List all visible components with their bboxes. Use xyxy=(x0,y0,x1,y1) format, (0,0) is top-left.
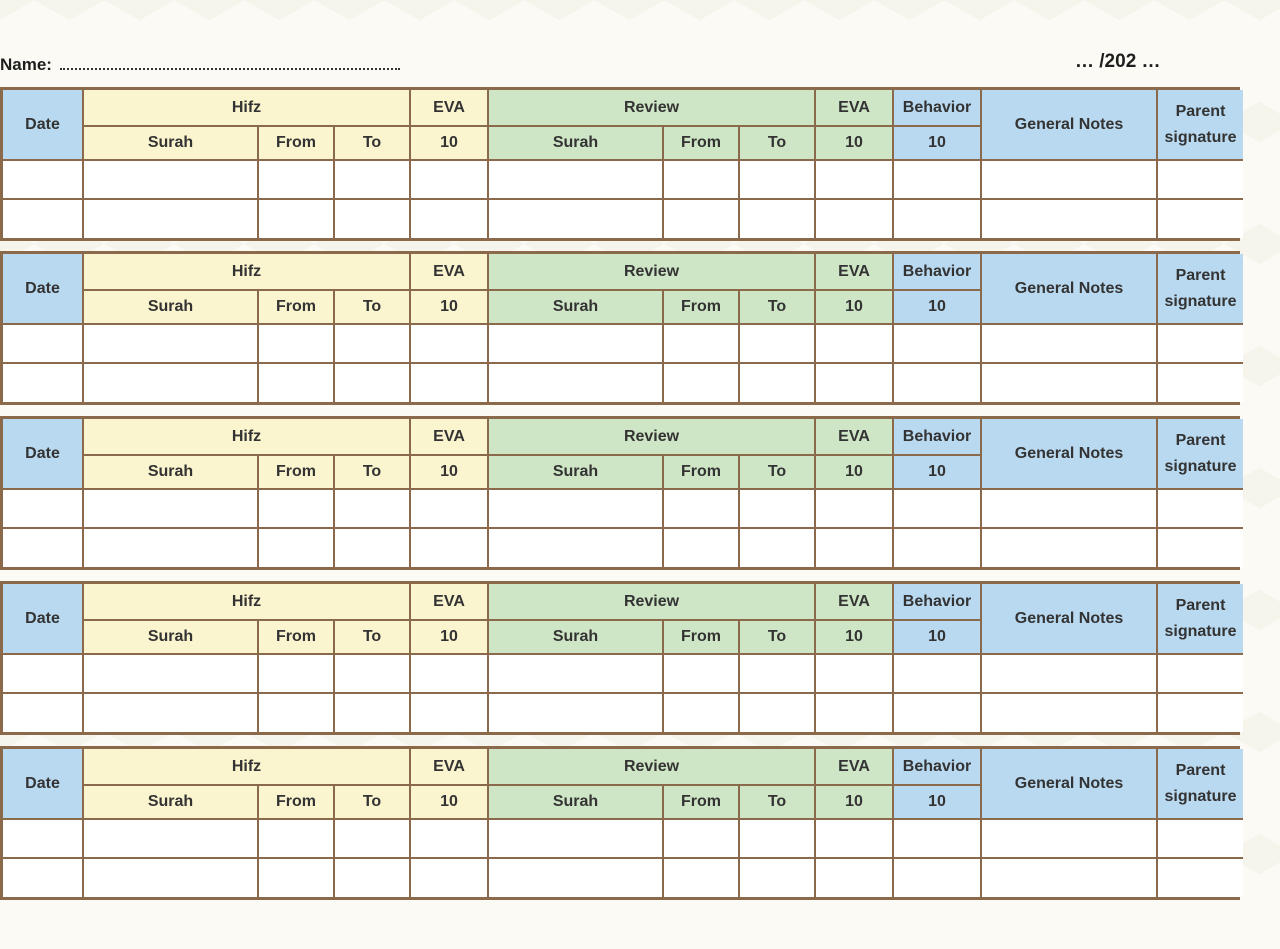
parent-signature-header xyxy=(1157,90,1243,160)
log-block xyxy=(0,581,1240,735)
log-block xyxy=(0,746,1240,900)
behavior-cell[interactable] xyxy=(893,654,981,693)
hifz-eva-header: EVA xyxy=(410,419,488,455)
parent-signature-cell[interactable] xyxy=(1157,654,1243,693)
hifz-surah-cell[interactable] xyxy=(83,324,258,363)
hifz-to-header: To xyxy=(334,785,410,819)
general-notes-cell[interactable] xyxy=(981,819,1157,858)
review-header: Review xyxy=(488,584,815,620)
parent-label: Parent xyxy=(1175,266,1226,284)
hifz-eva-score: 10 xyxy=(410,620,488,654)
review-surah-cell[interactable] xyxy=(488,199,663,238)
hifz-eva-score: 10 xyxy=(410,290,488,324)
hifz-from-header: From xyxy=(258,620,334,654)
review-to-cell[interactable] xyxy=(739,693,815,732)
hifz-eva-header: EVA xyxy=(410,254,488,290)
hifz-eva-header: EVA xyxy=(410,584,488,620)
review-from-header: From xyxy=(663,620,739,654)
review-header: Review xyxy=(488,90,815,126)
behavior-score: 10 xyxy=(893,455,981,489)
name-label: Name: xyxy=(0,55,52,74)
log-block xyxy=(0,251,1240,405)
entry-row xyxy=(3,199,1243,238)
review-eva-score: 10 xyxy=(815,620,893,654)
hifz-surah-cell[interactable] xyxy=(83,858,258,897)
review-header: Review xyxy=(488,419,815,455)
parent-signature-header xyxy=(1157,254,1243,324)
hifz-eva-header: EVA xyxy=(410,749,488,785)
log-table xyxy=(3,90,1243,238)
hifz-to-cell[interactable] xyxy=(334,819,410,858)
hifz-to-cell[interactable] xyxy=(334,199,410,238)
hifz-from-cell[interactable] xyxy=(258,160,334,199)
review-from-header: From xyxy=(663,126,739,160)
behavior-score: 10 xyxy=(893,785,981,819)
date-cell[interactable] xyxy=(3,324,83,363)
review-to-cell[interactable] xyxy=(739,324,815,363)
hifz-to-cell[interactable] xyxy=(334,363,410,402)
general-notes-header: General Notes xyxy=(981,90,1157,160)
hifz-to-header: To xyxy=(334,455,410,489)
review-to-header: To xyxy=(739,126,815,160)
hifz-to-header: To xyxy=(334,126,410,160)
review-from-cell[interactable] xyxy=(663,858,739,897)
general-notes-header: General Notes xyxy=(981,749,1157,819)
hifz-from-cell[interactable] xyxy=(258,363,334,402)
hifz-surah-cell[interactable] xyxy=(83,819,258,858)
review-eva-header: EVA xyxy=(815,749,893,785)
review-surah-header: Surah xyxy=(488,455,663,489)
hifz-from-header: From xyxy=(258,455,334,489)
hifz-from-cell[interactable] xyxy=(258,199,334,238)
date-cell[interactable] xyxy=(3,858,83,897)
date-header: Date xyxy=(3,254,83,324)
entry-row xyxy=(3,858,1243,897)
general-notes-cell[interactable] xyxy=(981,858,1157,897)
hifz-to-cell[interactable] xyxy=(334,160,410,199)
review-to-header: To xyxy=(739,455,815,489)
review-surah-cell[interactable] xyxy=(488,528,663,567)
entry-row xyxy=(3,528,1243,567)
hifz-surah-header: Surah xyxy=(83,290,258,324)
signature-label: signature xyxy=(1164,457,1237,475)
hifz-eva-cell[interactable] xyxy=(410,528,488,567)
hifz-surah-cell[interactable] xyxy=(83,693,258,732)
review-eva-score: 10 xyxy=(815,455,893,489)
behavior-cell[interactable] xyxy=(893,528,981,567)
review-eva-score: 10 xyxy=(815,290,893,324)
general-notes-cell[interactable] xyxy=(981,160,1157,199)
hifz-header: Hifz xyxy=(83,584,410,620)
hifz-to-cell[interactable] xyxy=(334,489,410,528)
review-surah-cell[interactable] xyxy=(488,819,663,858)
review-eva-score: 10 xyxy=(815,126,893,160)
review-to-cell[interactable] xyxy=(739,654,815,693)
behavior-header: Behavior xyxy=(893,584,981,620)
hifz-from-header: From xyxy=(258,785,334,819)
review-from-cell[interactable] xyxy=(663,160,739,199)
hifz-header: Hifz xyxy=(83,90,410,126)
review-to-cell[interactable] xyxy=(739,199,815,238)
parent-label: Parent xyxy=(1175,761,1226,779)
review-surah-header: Surah xyxy=(488,620,663,654)
general-notes-cell[interactable] xyxy=(981,324,1157,363)
date-cell[interactable] xyxy=(3,363,83,402)
parent-signature-cell[interactable] xyxy=(1157,858,1243,897)
date-cell[interactable] xyxy=(3,528,83,567)
review-from-cell[interactable] xyxy=(663,199,739,238)
review-surah-cell[interactable] xyxy=(488,654,663,693)
student-name-line[interactable] xyxy=(0,54,400,75)
behavior-cell[interactable] xyxy=(893,819,981,858)
review-to-header: To xyxy=(739,620,815,654)
hifz-from-cell[interactable] xyxy=(258,324,334,363)
general-notes-cell[interactable] xyxy=(981,693,1157,732)
entry-row xyxy=(3,654,1243,693)
log-table xyxy=(3,749,1243,897)
general-notes-header: General Notes xyxy=(981,419,1157,489)
review-surah-header: Surah xyxy=(488,785,663,819)
general-notes-cell[interactable] xyxy=(981,528,1157,567)
review-eva-cell[interactable] xyxy=(815,363,893,402)
parent-signature-cell[interactable] xyxy=(1157,199,1243,238)
date-header: Date xyxy=(3,90,83,160)
review-eva-score: 10 xyxy=(815,785,893,819)
review-surah-header: Surah xyxy=(488,126,663,160)
parent-signature-cell[interactable] xyxy=(1157,324,1243,363)
hifz-eva-score: 10 xyxy=(410,126,488,160)
behavior-cell[interactable] xyxy=(893,363,981,402)
date-cell[interactable] xyxy=(3,160,83,199)
parent-signature-header xyxy=(1157,749,1243,819)
entry-row xyxy=(3,819,1243,858)
review-eva-header: EVA xyxy=(815,584,893,620)
behavior-score: 10 xyxy=(893,620,981,654)
date-header: Date xyxy=(3,419,83,489)
review-eva-header: EVA xyxy=(815,419,893,455)
hifz-header: Hifz xyxy=(83,749,410,785)
review-eva-cell[interactable] xyxy=(815,858,893,897)
hifz-eva-cell[interactable] xyxy=(410,654,488,693)
review-from-cell[interactable] xyxy=(663,528,739,567)
hifz-from-header: From xyxy=(258,126,334,160)
review-header: Review xyxy=(488,254,815,290)
parent-label: Parent xyxy=(1175,596,1226,614)
review-to-cell[interactable] xyxy=(739,160,815,199)
behavior-score: 10 xyxy=(893,126,981,160)
hifz-surah-header: Surah xyxy=(83,620,258,654)
review-surah-cell[interactable] xyxy=(488,693,663,732)
hifz-surah-cell[interactable] xyxy=(83,160,258,199)
review-eva-cell[interactable] xyxy=(815,654,893,693)
signature-label: signature xyxy=(1164,128,1237,146)
review-eva-cell[interactable] xyxy=(815,489,893,528)
hifz-to-cell[interactable] xyxy=(334,324,410,363)
review-to-header: To xyxy=(739,785,815,819)
parent-signature-cell[interactable] xyxy=(1157,489,1243,528)
hifz-header: Hifz xyxy=(83,254,410,290)
log-block xyxy=(0,87,1240,241)
behavior-cell[interactable] xyxy=(893,199,981,238)
parent-signature-cell[interactable] xyxy=(1157,819,1243,858)
behavior-cell[interactable] xyxy=(893,160,981,199)
review-header: Review xyxy=(488,749,815,785)
hifz-eva-cell[interactable] xyxy=(410,199,488,238)
review-to-cell[interactable] xyxy=(739,819,815,858)
hifz-eva-cell[interactable] xyxy=(410,324,488,363)
hifz-eva-cell[interactable] xyxy=(410,160,488,199)
review-eva-cell[interactable] xyxy=(815,528,893,567)
hifz-eva-score: 10 xyxy=(410,785,488,819)
hifz-to-header: To xyxy=(334,620,410,654)
date-cell[interactable] xyxy=(3,819,83,858)
review-to-cell[interactable] xyxy=(739,858,815,897)
review-surah-cell[interactable] xyxy=(488,858,663,897)
behavior-header: Behavior xyxy=(893,749,981,785)
behavior-cell[interactable] xyxy=(893,858,981,897)
hifz-to-cell[interactable] xyxy=(334,858,410,897)
hifz-surah-cell[interactable] xyxy=(83,489,258,528)
hifz-from-header: From xyxy=(258,290,334,324)
behavior-header: Behavior xyxy=(893,419,981,455)
date-cell[interactable] xyxy=(3,489,83,528)
behavior-cell[interactable] xyxy=(893,693,981,732)
hifz-from-cell[interactable] xyxy=(258,693,334,732)
behavior-cell[interactable] xyxy=(893,489,981,528)
entry-row xyxy=(3,160,1243,199)
date-cell[interactable] xyxy=(3,199,83,238)
entry-row xyxy=(3,693,1243,732)
review-from-header: From xyxy=(663,785,739,819)
parent-signature-header xyxy=(1157,419,1243,489)
review-to-cell[interactable] xyxy=(739,363,815,402)
review-from-cell[interactable] xyxy=(663,819,739,858)
review-eva-cell[interactable] xyxy=(815,324,893,363)
date-cell[interactable] xyxy=(3,654,83,693)
parent-signature-header xyxy=(1157,584,1243,654)
hifz-surah-header: Surah xyxy=(83,126,258,160)
behavior-header: Behavior xyxy=(893,90,981,126)
signature-label: signature xyxy=(1164,622,1237,640)
signature-label: signature xyxy=(1164,292,1237,310)
log-block xyxy=(0,416,1240,570)
review-to-cell[interactable] xyxy=(739,528,815,567)
review-eva-cell[interactable] xyxy=(815,160,893,199)
hifz-from-cell[interactable] xyxy=(258,819,334,858)
hifz-eva-cell[interactable] xyxy=(410,489,488,528)
hifz-eva-cell[interactable] xyxy=(410,819,488,858)
log-table xyxy=(3,419,1243,567)
hifz-to-header: To xyxy=(334,290,410,324)
review-eva-cell[interactable] xyxy=(815,199,893,238)
parent-signature-cell[interactable] xyxy=(1157,160,1243,199)
review-from-cell[interactable] xyxy=(663,363,739,402)
date-header: Date xyxy=(3,749,83,819)
hifz-to-cell[interactable] xyxy=(334,654,410,693)
hifz-eva-cell[interactable] xyxy=(410,858,488,897)
behavior-score: 10 xyxy=(893,290,981,324)
hifz-from-cell[interactable] xyxy=(258,654,334,693)
parent-signature-cell[interactable] xyxy=(1157,528,1243,567)
year-field[interactable]: … /202 … xyxy=(1075,51,1161,72)
general-notes-cell[interactable] xyxy=(981,199,1157,238)
review-from-header: From xyxy=(663,455,739,489)
review-surah-cell[interactable] xyxy=(488,489,663,528)
review-to-header: To xyxy=(739,290,815,324)
hifz-eva-header: EVA xyxy=(410,90,488,126)
date-header: Date xyxy=(3,584,83,654)
hifz-surah-cell[interactable] xyxy=(83,199,258,238)
entry-row xyxy=(3,363,1243,402)
review-surah-cell[interactable] xyxy=(488,324,663,363)
review-from-cell[interactable] xyxy=(663,324,739,363)
hifz-surah-cell[interactable] xyxy=(83,654,258,693)
parent-label: Parent xyxy=(1175,102,1226,120)
hifz-eva-cell[interactable] xyxy=(410,693,488,732)
hifz-surah-cell[interactable] xyxy=(83,363,258,402)
hifz-surah-header: Surah xyxy=(83,455,258,489)
signature-label: signature xyxy=(1164,787,1237,805)
hifz-to-cell[interactable] xyxy=(334,693,410,732)
hifz-eva-score: 10 xyxy=(410,455,488,489)
review-from-header: From xyxy=(663,290,739,324)
review-eva-header: EVA xyxy=(815,90,893,126)
general-notes-header: General Notes xyxy=(981,584,1157,654)
review-eva-cell[interactable] xyxy=(815,693,893,732)
log-table xyxy=(3,254,1243,402)
parent-signature-cell[interactable] xyxy=(1157,363,1243,402)
review-surah-cell[interactable] xyxy=(488,363,663,402)
hifz-header: Hifz xyxy=(83,419,410,455)
hifz-eva-cell[interactable] xyxy=(410,363,488,402)
review-eva-cell[interactable] xyxy=(815,819,893,858)
hifz-surah-cell[interactable] xyxy=(83,528,258,567)
review-surah-cell[interactable] xyxy=(488,160,663,199)
general-notes-cell[interactable] xyxy=(981,654,1157,693)
review-from-cell[interactable] xyxy=(663,693,739,732)
hifz-from-cell[interactable] xyxy=(258,858,334,897)
hifz-to-cell[interactable] xyxy=(334,528,410,567)
entry-row xyxy=(3,489,1243,528)
log-table xyxy=(3,584,1243,732)
general-notes-header: General Notes xyxy=(981,254,1157,324)
general-notes-cell[interactable] xyxy=(981,489,1157,528)
review-to-cell[interactable] xyxy=(739,489,815,528)
parent-label: Parent xyxy=(1175,431,1226,449)
hifz-surah-header: Surah xyxy=(83,785,258,819)
hifz-from-cell[interactable] xyxy=(258,489,334,528)
general-notes-cell[interactable] xyxy=(981,363,1157,402)
date-cell[interactable] xyxy=(3,693,83,732)
entry-row xyxy=(3,324,1243,363)
parent-signature-cell[interactable] xyxy=(1157,693,1243,732)
review-from-cell[interactable] xyxy=(663,489,739,528)
behavior-cell[interactable] xyxy=(893,324,981,363)
review-eva-header: EVA xyxy=(815,254,893,290)
hifz-from-cell[interactable] xyxy=(258,528,334,567)
review-surah-header: Surah xyxy=(488,290,663,324)
review-from-cell[interactable] xyxy=(663,654,739,693)
name-blank-field[interactable] xyxy=(60,54,400,70)
behavior-header: Behavior xyxy=(893,254,981,290)
